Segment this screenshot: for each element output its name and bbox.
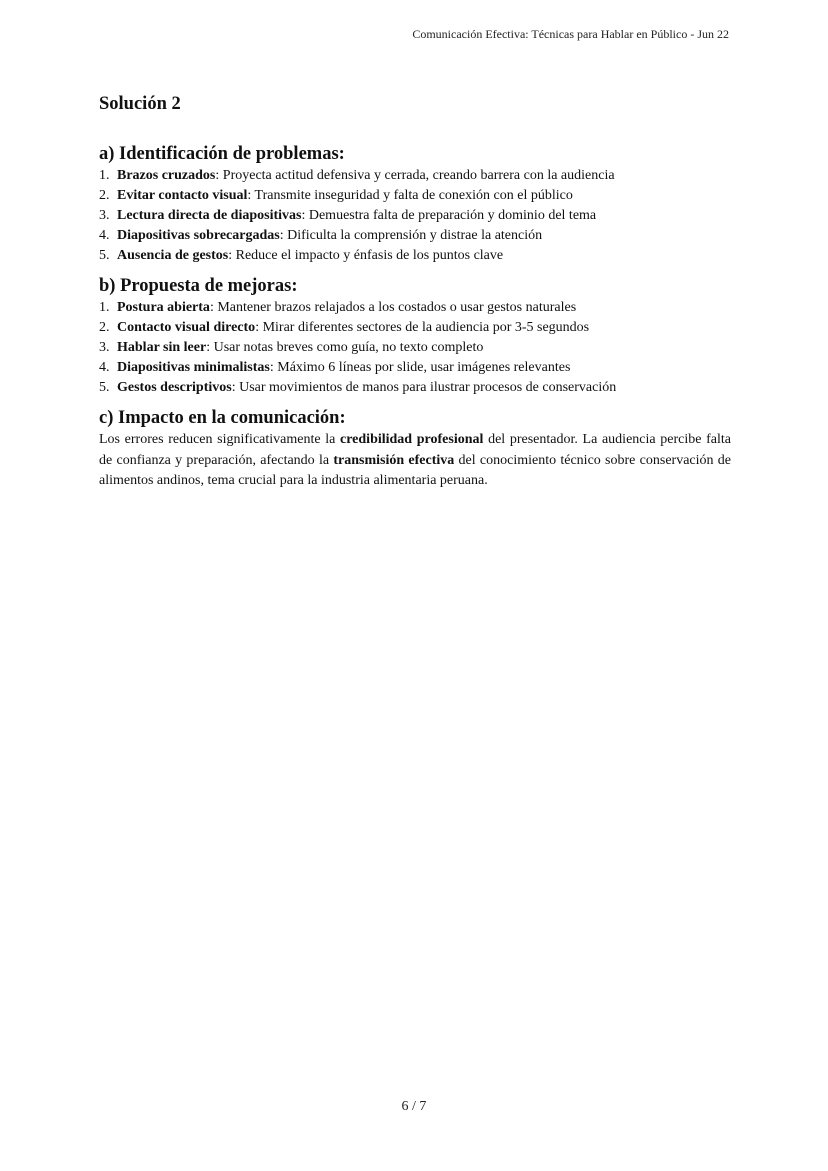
- item-term: Diapositivas sobrecargadas: [117, 228, 280, 243]
- item-number: 2.: [99, 320, 110, 335]
- paragraph-text: Los errores reducen significativamente la: [99, 432, 340, 447]
- item-text: : Mirar diferentes sectores de la audiencia por 3-5 segundos: [255, 320, 590, 335]
- item-text: : Proyecta actitud defensiva y cerrada, creando barrera con la audiencia: [215, 168, 615, 183]
- item-text: : Mantener brazos relajados a los costados o usar gestos naturales: [209, 300, 577, 315]
- item-term: Lectura directa de diapositivas: [117, 208, 302, 223]
- item-term: Gestos descriptivos: [117, 380, 232, 395]
- item-term: Ausencia de gestos: [117, 248, 229, 263]
- item-term: Brazos cruzados: [117, 168, 216, 183]
- item-text: : Usar notas breves como guía, no texto completo: [206, 340, 484, 355]
- page-number: 6 / 7: [401, 1099, 427, 1114]
- list-item: [99, 186, 731, 206]
- item-number: 3.: [99, 340, 110, 355]
- emphasis-credibility: credibilidad profesional: [340, 432, 484, 447]
- list-item: [99, 318, 731, 338]
- list-item: [99, 358, 731, 378]
- item-term: Evitar contacto visual: [117, 188, 248, 203]
- item-number: 1.: [99, 168, 110, 183]
- list-item: [99, 246, 731, 266]
- item-number: 1.: [99, 300, 110, 315]
- list-item: [99, 298, 731, 318]
- section-heading-c: c) Impacto en la comunicación:: [99, 408, 346, 428]
- item-text: : Reduce el impacto y énfasis de los puntos clave: [228, 248, 504, 263]
- item-term: Diapositivas minimalistas: [117, 360, 270, 375]
- paragraph-text: del conocimiento técnico sobre conservación de alimentos andinos, tema crucial para la industria alimentaria peruana.: [99, 452, 731, 488]
- improvements-list: [99, 298, 731, 398]
- item-term: Contacto visual directo: [117, 320, 256, 335]
- item-number: 5.: [99, 380, 110, 395]
- item-number: 3.: [99, 208, 110, 223]
- item-text: : Transmite inseguridad y falta de conexión con el público: [247, 188, 573, 203]
- list-item: [99, 338, 731, 358]
- running-header: Comunicación Efectiva: Técnicas para Hablar en Público - Jun 22: [412, 27, 729, 41]
- item-number: 4.: [99, 228, 110, 243]
- item-text: : Usar movimientos de manos para ilustrar procesos de conservación: [231, 380, 617, 395]
- list-item: [99, 226, 731, 246]
- impact-paragraph: [99, 430, 731, 492]
- item-number: 5.: [99, 248, 110, 263]
- solution-title: Solución 2: [99, 94, 181, 114]
- item-text: : Máximo 6 líneas por slide, usar imágenes relevantes: [269, 360, 571, 375]
- item-term: Postura abierta: [117, 300, 210, 315]
- page-content: [99, 92, 731, 492]
- item-text: : Dificulta la comprensión y distrae la atención: [279, 228, 543, 243]
- section-heading-b: b) Propuesta de mejoras:: [99, 276, 298, 296]
- list-item: [99, 206, 731, 226]
- problems-list: [99, 166, 731, 266]
- item-term: Hablar sin leer: [117, 340, 207, 355]
- list-item: [99, 166, 731, 186]
- emphasis-transmission: transmisión efectiva: [333, 452, 455, 468]
- item-number: 2.: [99, 188, 110, 203]
- list-item: [99, 378, 731, 398]
- section-heading-a: a) Identificación de problemas:: [99, 144, 345, 164]
- item-text: : Demuestra falta de preparación y dominio del tema: [301, 208, 597, 223]
- paragraph-text: del presentador. La audiencia percibe falta de confianza y preparación, afectando la: [99, 432, 731, 468]
- item-number: 4.: [99, 360, 110, 375]
